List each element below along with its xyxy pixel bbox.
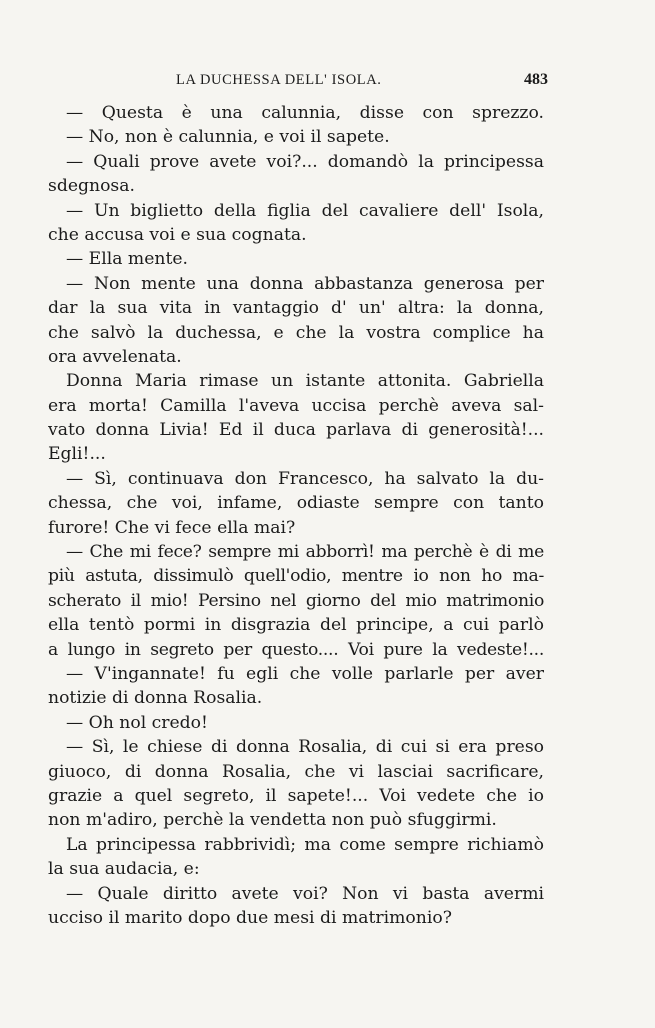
text-line: vato donna Livia! Ed il duca parlava di generosità!... [48, 420, 544, 441]
text-line: dar la sua vita in vantaggio d' un' altra: la donna, [48, 298, 544, 319]
text-line: — Quali prove avete voi?... domandò la principessa [66, 151, 544, 172]
text-line: furore! Che vi fece ella mai? [48, 517, 296, 538]
text-line: giuoco, di donna Rosalia, che vi lasciai sacrificare, [48, 761, 544, 782]
running-title: LA DUCHESSA DELL' ISOLA. [176, 72, 382, 88]
text-line: — Ella mente. [66, 249, 188, 270]
text-line: ucciso il marito dopo due mesi di matrimonio? [48, 907, 452, 928]
text-line: ella tentò pormi in disgrazia del principe, a cui parlò [48, 615, 544, 636]
page-header [48, 71, 548, 96]
text-line: La principessa rabbrividì; ma come sempre richiamò [66, 834, 544, 855]
text-line: la sua audacia, e: [48, 859, 200, 880]
text-line: — Che mi fece? sempre mi abborrì! ma perchè è di me [66, 542, 544, 563]
text-line: grazie a quel segreto, il sapete!... Voi vedete che io [48, 785, 544, 806]
text-line: a lungo in segreto per questo.... Voi pure la vedeste!... [48, 639, 544, 660]
text-line: che salvò la duchessa, e che la vostra complice ha [48, 322, 544, 343]
text-line: non m'adiro, perchè la vendetta non può sfuggirmi. [48, 810, 497, 831]
text-line: — No, non è calunnia, e voi il sapete. [66, 127, 390, 148]
text-line: — Oh nol credo! [66, 712, 208, 733]
text-line: sdegnosa. [48, 176, 135, 197]
text-line: — Non mente una donna abbastanza generosa per [66, 273, 544, 294]
text-line: scherato il mio! Persino nel giorno del mio matrimonio [48, 590, 544, 611]
text-line: ora avvelenata. [48, 346, 182, 367]
text-line: Egli!... [48, 444, 106, 465]
body-text [48, 101, 544, 930]
text-line: — Un biglietto della figlia del cavaliere dell' Isola, [66, 200, 544, 221]
text-line: chessa, che voi, infame, odiaste sempre con tanto [48, 493, 544, 514]
text-line: — Sì, continuava don Francesco, ha salvato la du- [66, 468, 544, 489]
text-line: — Quale diritto avete voi? Non vi basta avermi [66, 883, 544, 904]
text-line: — Questa è una calunnia, disse con sprezzo. [66, 103, 544, 123]
page-number: 483 [524, 71, 548, 88]
text-line: — Sì, le chiese di donna Rosalia, di cui si era preso [66, 737, 544, 758]
text-line: Donna Maria rimase un istante attonita. Gabriella [66, 371, 544, 392]
text-line: notizie di donna Rosalia. [48, 688, 263, 709]
text-line: che accusa voi e sua cognata. [48, 224, 307, 245]
text-line: era morta! Camilla l'aveva uccisa perchè aveva sal- [48, 395, 544, 416]
text-line: più astuta, dissimulò quell'odio, mentre io non ho ma- [48, 566, 544, 587]
text-line: — V'ingannate! fu egli che volle parlarle per aver [66, 663, 544, 684]
